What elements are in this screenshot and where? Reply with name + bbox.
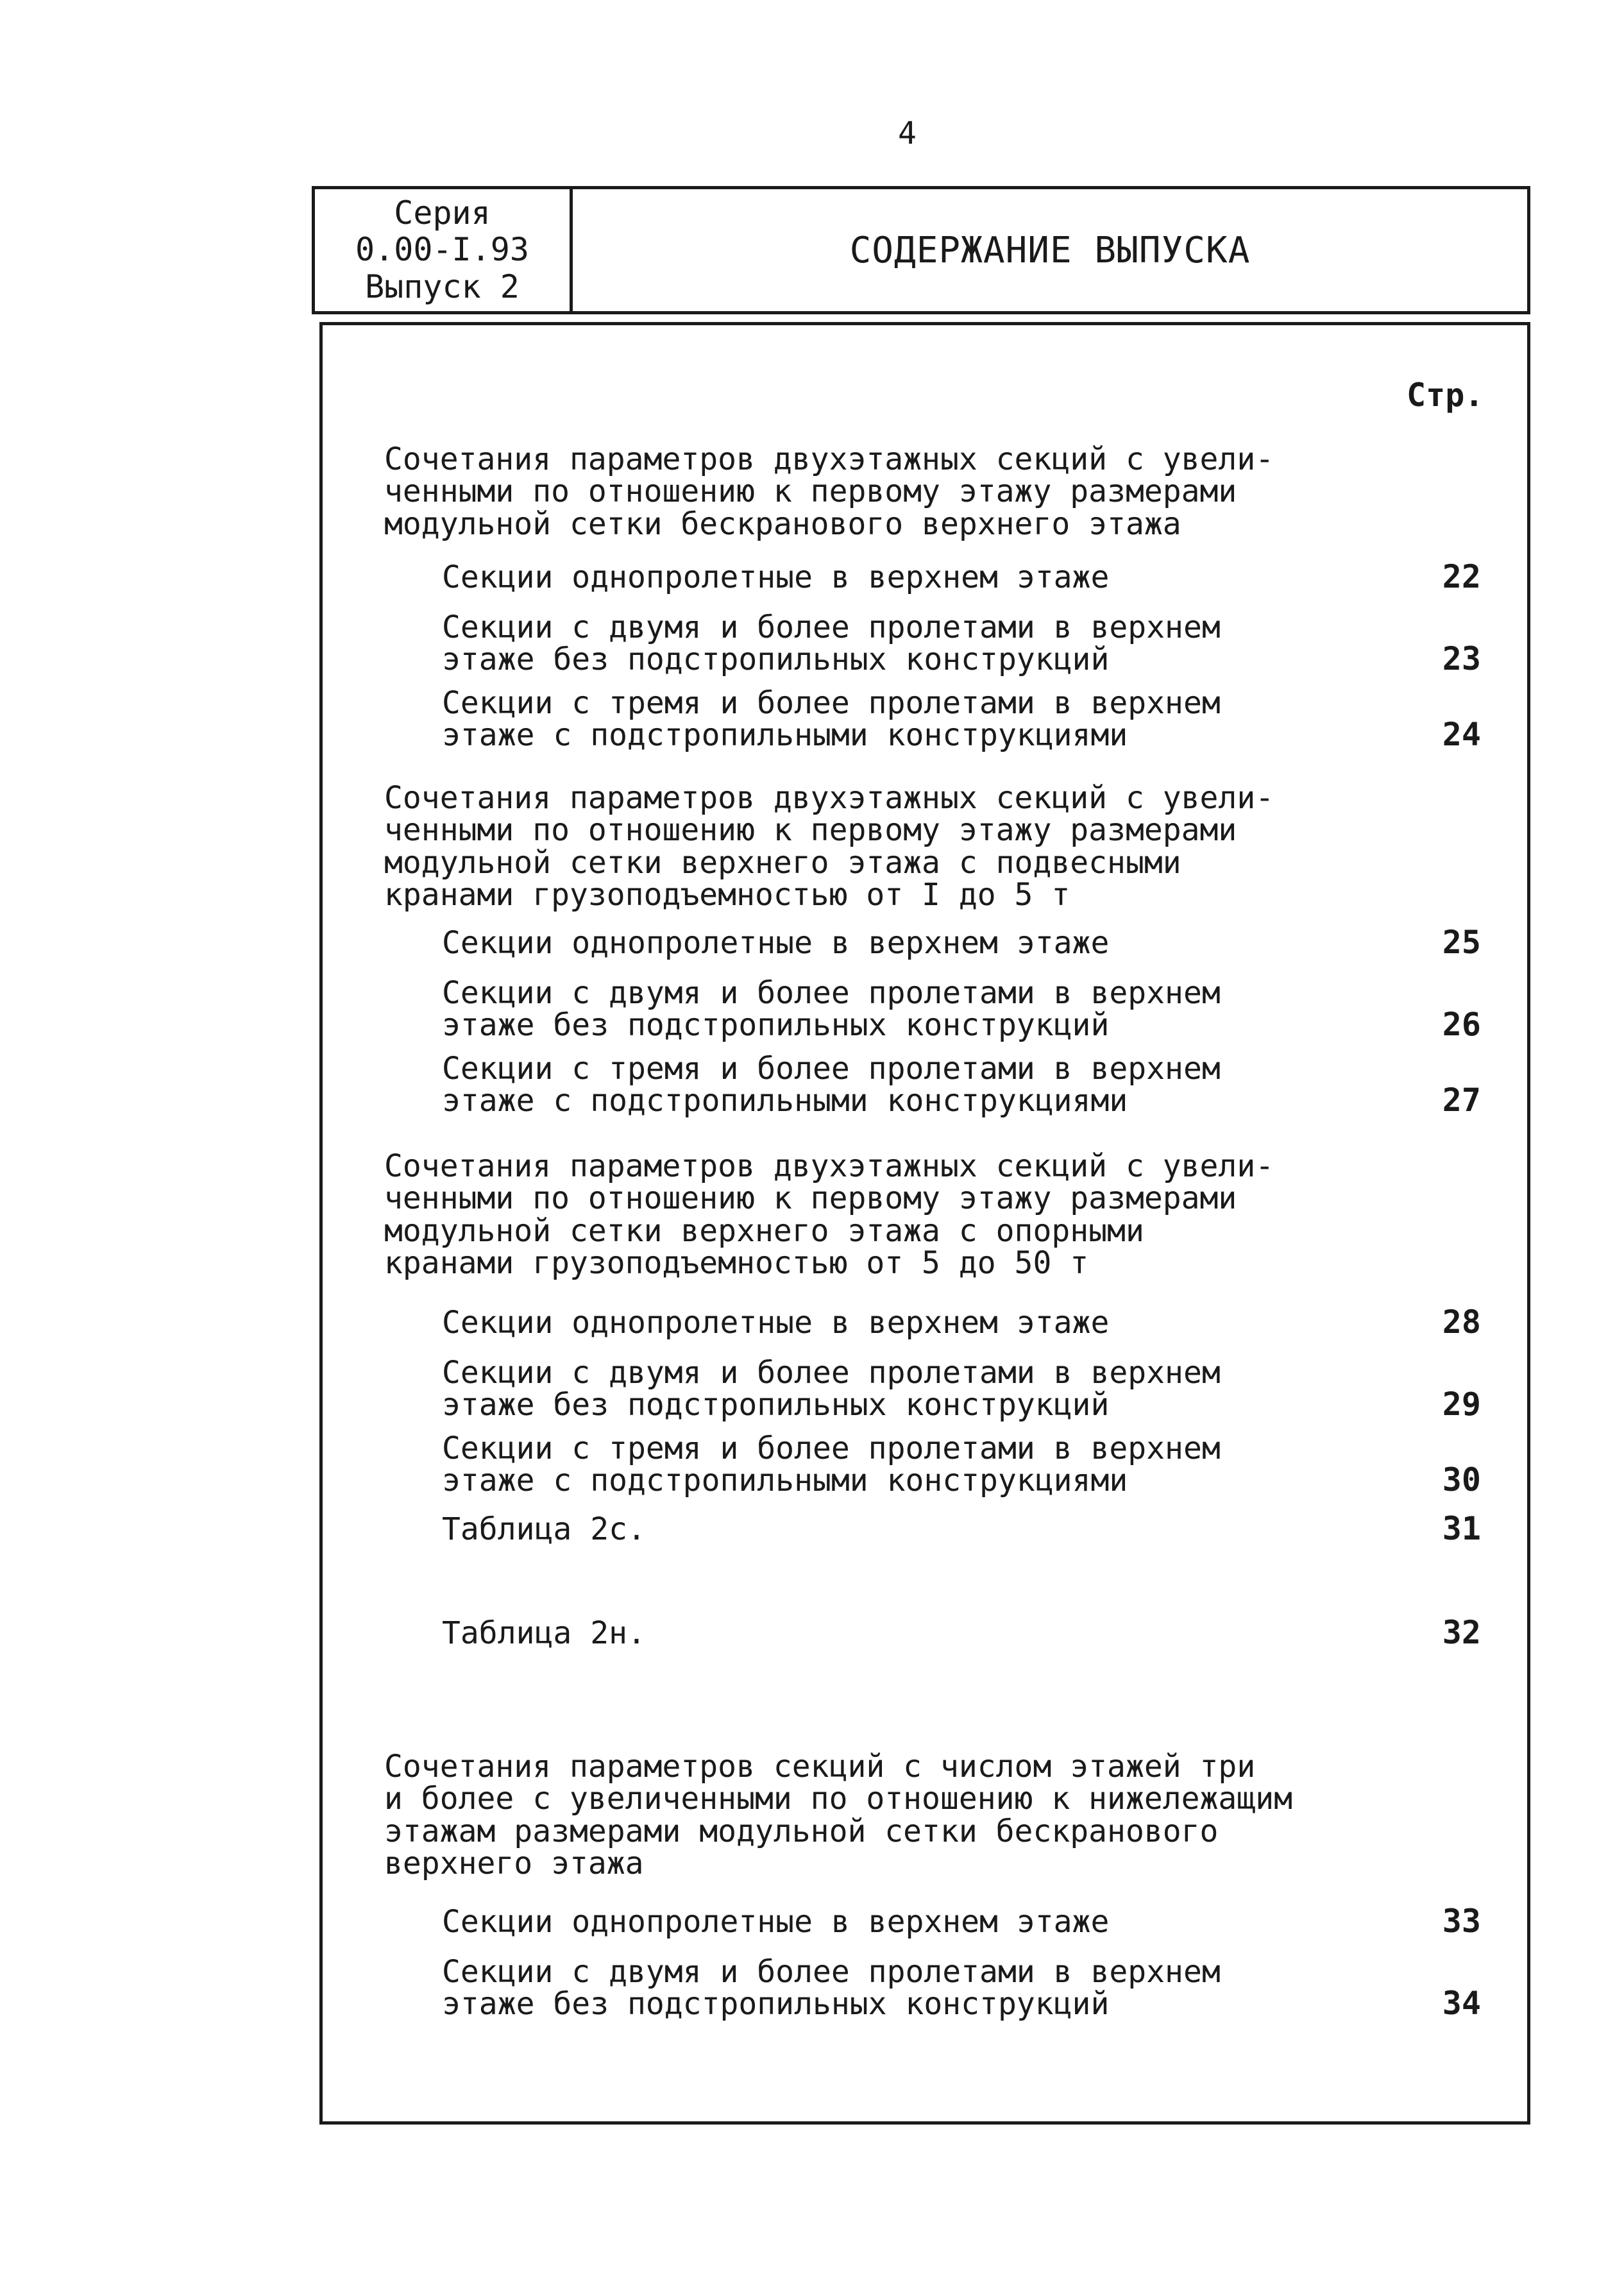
toc-entry-page: 30 [1442,1461,1481,1499]
issue-label: Выпуск 2 [365,267,520,305]
toc-entry-text: Секции с двумя и более пролетами в верхнем этаже без подстропильных конструкций [442,609,1221,678]
toc-entry [442,1432,1481,1497]
toc-entry [442,923,1481,961]
toc-entry-text: Секции с двумя и более пролетами в верхнем этаже без подстропильных конструкций [442,1355,1221,1423]
toc-entry [442,1053,1481,1117]
toc-entry-text: Таблица 2с. [442,1511,646,1547]
toc-entry-page: 22 [1442,557,1481,595]
toc-entry [442,1509,1481,1547]
section-heading: Сочетания параметров двухэтажных секций с увели- ченными по отношению к первому этажу размерами модульной сетки верхнего этажа с подвесными кранами грузоподъемностью от I до 5 т [384,780,1274,913]
toc-entry-page: 25 [1442,923,1481,961]
toc-entry [442,1956,1481,2021]
toc-entry [442,687,1481,752]
toc-entry-text: Секции с тремя и более пролетами в верхнем этаже с подстропильными конструкциями [442,685,1221,754]
toc-entry-text: Секции однопролетные в верхнем этаже [442,925,1110,961]
toc-entry-page: 27 [1442,1082,1481,1119]
toc-entry-page: 29 [1442,1386,1481,1423]
toc-entry [442,557,1481,595]
section-heading: Сочетания параметров двухэтажных секций с увели- ченными по отношению к первому этажу размерами модульной сетки верхнего этажа с опорными кранами грузоподъемностью от 5 до 50 т [384,1148,1274,1282]
toc-entry [442,977,1481,1042]
toc-entry-page: 33 [1442,1902,1481,1940]
contents-frame [319,322,1530,2125]
toc-entry-text: Секции однопролетные в верхнем этаже [442,1904,1110,1940]
page-column-label: Стр. [1407,377,1484,414]
series-cell [315,189,573,311]
toc-entry-page: 32 [1442,1613,1481,1651]
toc-entry-text: Таблица 2н. [442,1615,646,1651]
toc-entry-page: 34 [1442,1985,1481,2023]
section-heading: Сочетания параметров двухэтажных секций с увели- ченными по отношению к первому этажу размерами модульной сетки бескранового верхнего этажа [384,441,1274,542]
toc-entry [442,1303,1481,1341]
toc-entry-page: 26 [1442,1006,1481,1044]
toc-entry-page: 31 [1442,1509,1481,1547]
title-block [312,186,1530,314]
toc-entry-text: Секции с тремя и более пролетами в верхнем этаже с подстропильными конструкциями [442,1430,1221,1499]
toc-entry-page: 23 [1442,640,1481,678]
toc-entry-page: 24 [1442,716,1481,754]
toc-entry [442,611,1481,676]
toc-entry-text: Секции с тремя и более пролетами в верхнем этаже с подстропильными конструкциями [442,1051,1221,1119]
series-label: Серия [394,194,491,232]
toc-entry [442,1613,1481,1651]
toc-entry-page: 28 [1442,1303,1481,1341]
page-number: 4 [898,115,917,151]
toc-entry-text: Секции однопролетные в верхнем этаже [442,1305,1110,1341]
toc-entry-text: Секции с двумя и более пролетами в верхнем этаже без подстропильных конструкций [442,1954,1221,2023]
toc-entry-text: Секции с двумя и более пролетами в верхнем этаже без подстропильных конструкций [442,975,1221,1044]
series-code: 0.00-I.93 [355,231,529,269]
toc-entry-text: Секции однопролетные в верхнем этаже [442,559,1110,595]
document-title: СОДЕРЖАНИЕ ВЫПУСКА [849,229,1251,271]
toc-entry [442,1357,1481,1421]
section-heading: Сочетания параметров секций с числом этажей три и более с увеличенными по отношению к нижележащим этажам размерами модульной сетки бескранового верхнего этажа [384,1749,1293,1882]
toc-entry [442,1902,1481,1940]
